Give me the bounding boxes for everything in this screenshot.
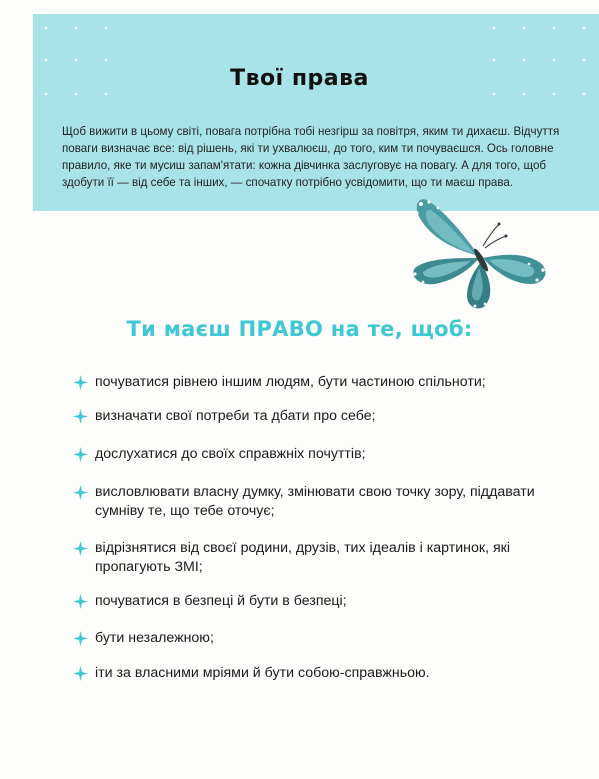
star-bullet-icon xyxy=(73,447,88,462)
list-item xyxy=(73,483,535,521)
star-bullet-icon xyxy=(73,631,88,646)
list-item xyxy=(73,373,565,392)
list-item xyxy=(73,407,565,426)
list-item-text: почуватися рівнею іншим людям, бути частиною спільноти; xyxy=(95,374,486,390)
star-bullet-icon xyxy=(73,485,88,500)
list-item-text: почуватися в безпеці й бути в безпеці; xyxy=(95,593,347,609)
list-item xyxy=(73,445,565,464)
star-bullet-icon xyxy=(73,594,88,609)
list-item-text: іти за власними мріями й бути собою-справжньою. xyxy=(95,665,430,681)
list-item-text: визначати свої потреби та дбати про себе; xyxy=(95,408,376,424)
list-item xyxy=(73,664,565,683)
list-item-text: дослухатися до своїх справжніх почуттів; xyxy=(95,446,366,462)
star-bullet-icon xyxy=(73,541,88,556)
list-item-text: висловлювати власну думку, змінювати свою точку зору, піддавати сумніву те, що тебе оточує; xyxy=(95,484,535,519)
list-item xyxy=(73,539,550,577)
rights-heading: Ти маєш ПРАВО на те, щоб: xyxy=(126,317,473,341)
intro-paragraph: Щоб вижити в цьому світі, повага потрібна тобі незгірш за повітря, яким ти дихаєш. Відчуття поваги визначає все: від рішень, які ти ухвалюєш, до того, ким ти почуваєшся. Ось головне правило, яке ти мусиш запам'ятати: кожна дівчинка заслуговує на повагу. А для того, щоб здобути її — від себе та інших, — спочатку потрібно усвідомити, що ти маєш права. xyxy=(62,125,560,189)
list-item xyxy=(73,592,565,611)
list-item-text: відрізнятися від своєї родини, друзів, тих ідеалів і картинок, які пропагують ЗМІ; xyxy=(95,540,511,575)
star-bullet-icon xyxy=(73,375,88,390)
star-bullet-icon xyxy=(73,666,88,681)
butterfly-icon xyxy=(405,186,555,314)
page-title: Твої права xyxy=(230,66,369,91)
star-bullet-icon xyxy=(73,409,88,424)
list-item xyxy=(73,629,565,648)
list-item-text: бути незалежною; xyxy=(95,630,214,646)
